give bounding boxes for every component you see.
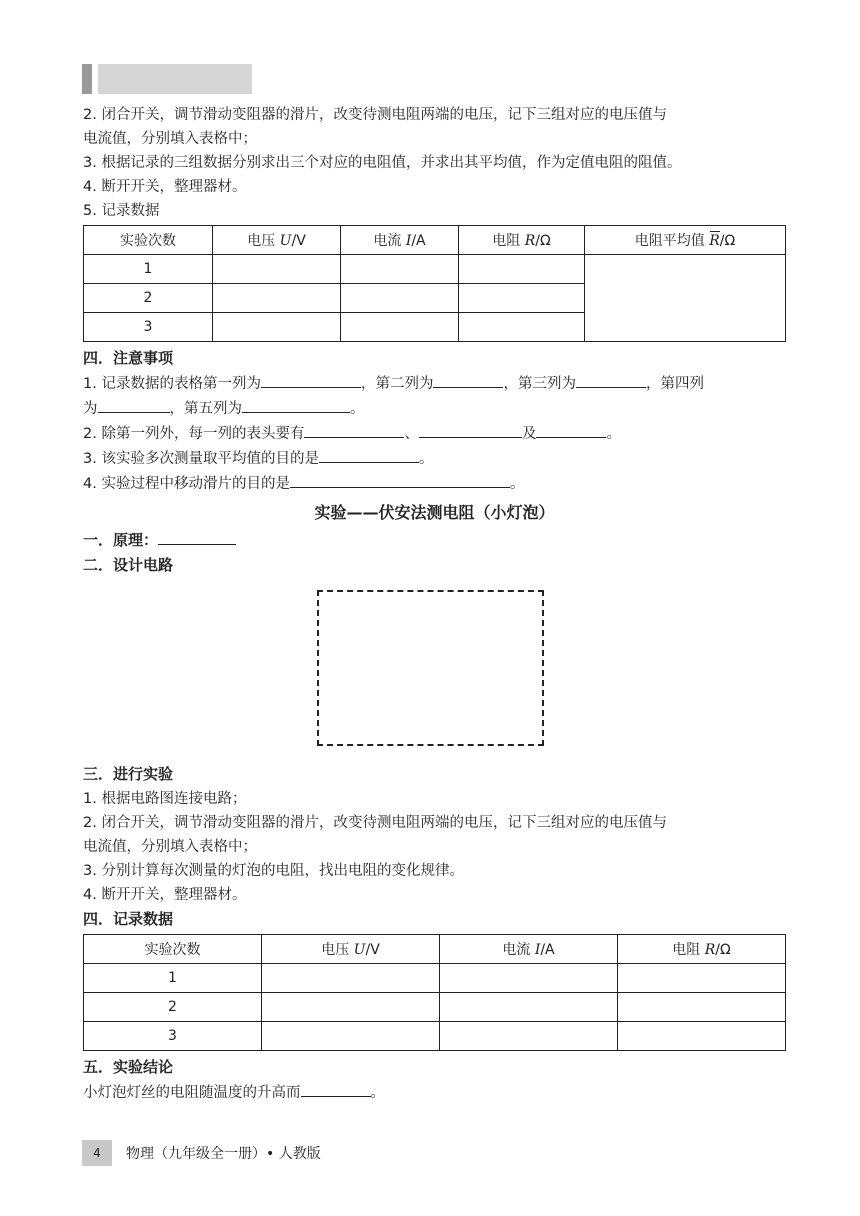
- step-4: 4. 断开开关，整理器材。: [83, 179, 247, 195]
- step-3: 3. 根据记录的三组数据分别求出三个对应的电阻值，并求出其平均值，作为定值电阻的阻值。: [83, 155, 682, 171]
- fill-blank[interactable]: [98, 396, 170, 413]
- trial-number: 3: [84, 1022, 262, 1051]
- table-row: [84, 964, 786, 993]
- notes-heading: 四．注意事项: [83, 349, 174, 367]
- fill-blank[interactable]: [536, 421, 606, 438]
- fill-blank[interactable]: [301, 1080, 371, 1097]
- table-header-row: [84, 226, 786, 255]
- experiment-title: 实验——伏安法测电阻（小灯泡）: [314, 503, 555, 522]
- note-1-line2: 为 ，第五列为 。: [83, 396, 786, 421]
- bulb-data-table: [83, 934, 786, 1051]
- table-cell: [618, 964, 786, 993]
- header-bar-light: [98, 64, 252, 94]
- table-header-row: [84, 935, 786, 964]
- table-cell: [262, 964, 440, 993]
- fill-blank[interactable]: [290, 471, 510, 488]
- procedure-step: 2. 闭合开关，调节滑动变阻器的滑片，改变待测电阻两端的电压，记下三组对应的电压值与: [83, 815, 667, 831]
- table-cell: [341, 313, 459, 342]
- table-cell: [440, 1022, 618, 1051]
- table-cell: [459, 313, 585, 342]
- table-cell: [341, 284, 459, 313]
- table-cell: [618, 993, 786, 1022]
- table-cell: [440, 964, 618, 993]
- step-2-line1: 2. 闭合开关，调节滑动变阻器的滑片，改变待测电阻两端的电压，记下三组对应的电压值与: [83, 107, 667, 123]
- page-content: [83, 103, 786, 1105]
- trial-number: 1: [84, 964, 262, 993]
- conclusion-text: 小灯泡灯丝的电阻随温度的升高而 。: [83, 1080, 786, 1105]
- fill-blank[interactable]: [319, 446, 419, 463]
- procedure-heading: 三．进行实验: [83, 765, 174, 783]
- trial-number: 1: [84, 255, 213, 284]
- resistor-data-table: [83, 225, 786, 342]
- note-3: 3. 该实验多次测量取平均值的目的是 。: [83, 446, 786, 471]
- fill-blank[interactable]: [158, 528, 236, 545]
- col-header-voltage: 电压 U/V: [262, 935, 440, 964]
- table-cell: [262, 1022, 440, 1051]
- table-cell: [213, 313, 341, 342]
- col-header-average-resistance: 电阻平均值 R/Ω: [585, 226, 786, 255]
- section-header-bar: [82, 64, 252, 94]
- trial-number: 3: [84, 313, 213, 342]
- record-data-heading: 四．记录数据: [83, 910, 174, 928]
- table-row: [84, 255, 786, 284]
- table-cell: [440, 993, 618, 1022]
- trial-number: 2: [84, 284, 213, 313]
- table-cell: [213, 284, 341, 313]
- col-header-voltage: 电压 U/V: [213, 226, 341, 255]
- fill-blank[interactable]: [304, 421, 404, 438]
- table-row: [84, 1022, 786, 1051]
- col-header-current: 电流 I/A: [341, 226, 459, 255]
- table-row: [84, 993, 786, 1022]
- table-cell: [213, 255, 341, 284]
- fill-blank[interactable]: [242, 396, 350, 413]
- procedure-step: 3. 分别计算每次测量的灯泡的电阻，找出电阻的变化规律。: [83, 863, 464, 879]
- page-footer: [82, 1140, 321, 1166]
- note-4: 4. 实验过程中移动滑片的目的是 。: [83, 471, 786, 496]
- table-cell: [618, 1022, 786, 1051]
- trial-number: 2: [84, 993, 262, 1022]
- conclusion-heading: 五．实验结论: [83, 1058, 174, 1076]
- procedure-step: 电流值，分别填入表格中；: [83, 839, 257, 855]
- col-header-resistance: 电阻 R/Ω: [618, 935, 786, 964]
- col-header-current: 电流 I/A: [440, 935, 618, 964]
- header-bar-dark: [82, 64, 92, 94]
- col-header-resistance: 电阻 R/Ω: [459, 226, 585, 255]
- step-2-line2: 电流值，分别填入表格中；: [83, 131, 257, 147]
- principle-heading: 一．原理：: [83, 528, 786, 553]
- table-cell: [459, 284, 585, 313]
- table-cell: [341, 255, 459, 284]
- fill-blank[interactable]: [419, 421, 522, 438]
- procedure-step: 4. 断开开关，整理器材。: [83, 887, 247, 903]
- col-header-trial: 实验次数: [84, 935, 262, 964]
- circuit-drawing-area[interactable]: [317, 590, 544, 746]
- book-title: 物理（九年级全一册）• 人教版: [126, 1146, 321, 1162]
- table-cell: [262, 993, 440, 1022]
- col-header-trial: 实验次数: [84, 226, 213, 255]
- page-number: 4: [82, 1140, 112, 1166]
- fill-blank[interactable]: [576, 371, 646, 388]
- design-circuit-heading: 二．设计电路: [83, 556, 174, 574]
- procedure-step: 1. 根据电路图连接电路；: [83, 791, 247, 807]
- table-cell: [459, 255, 585, 284]
- note-2: 2. 除第一列外，每一列的表头要有 、 及 。: [83, 421, 786, 446]
- fill-blank[interactable]: [261, 371, 361, 388]
- step-5: 5. 记录数据: [83, 203, 160, 219]
- fill-blank[interactable]: [433, 371, 503, 388]
- note-1-line1: 1. 记录数据的表格第一列为 ，第二列为 ，第三列为 ，第四列: [83, 371, 786, 396]
- average-cell: [585, 255, 786, 342]
